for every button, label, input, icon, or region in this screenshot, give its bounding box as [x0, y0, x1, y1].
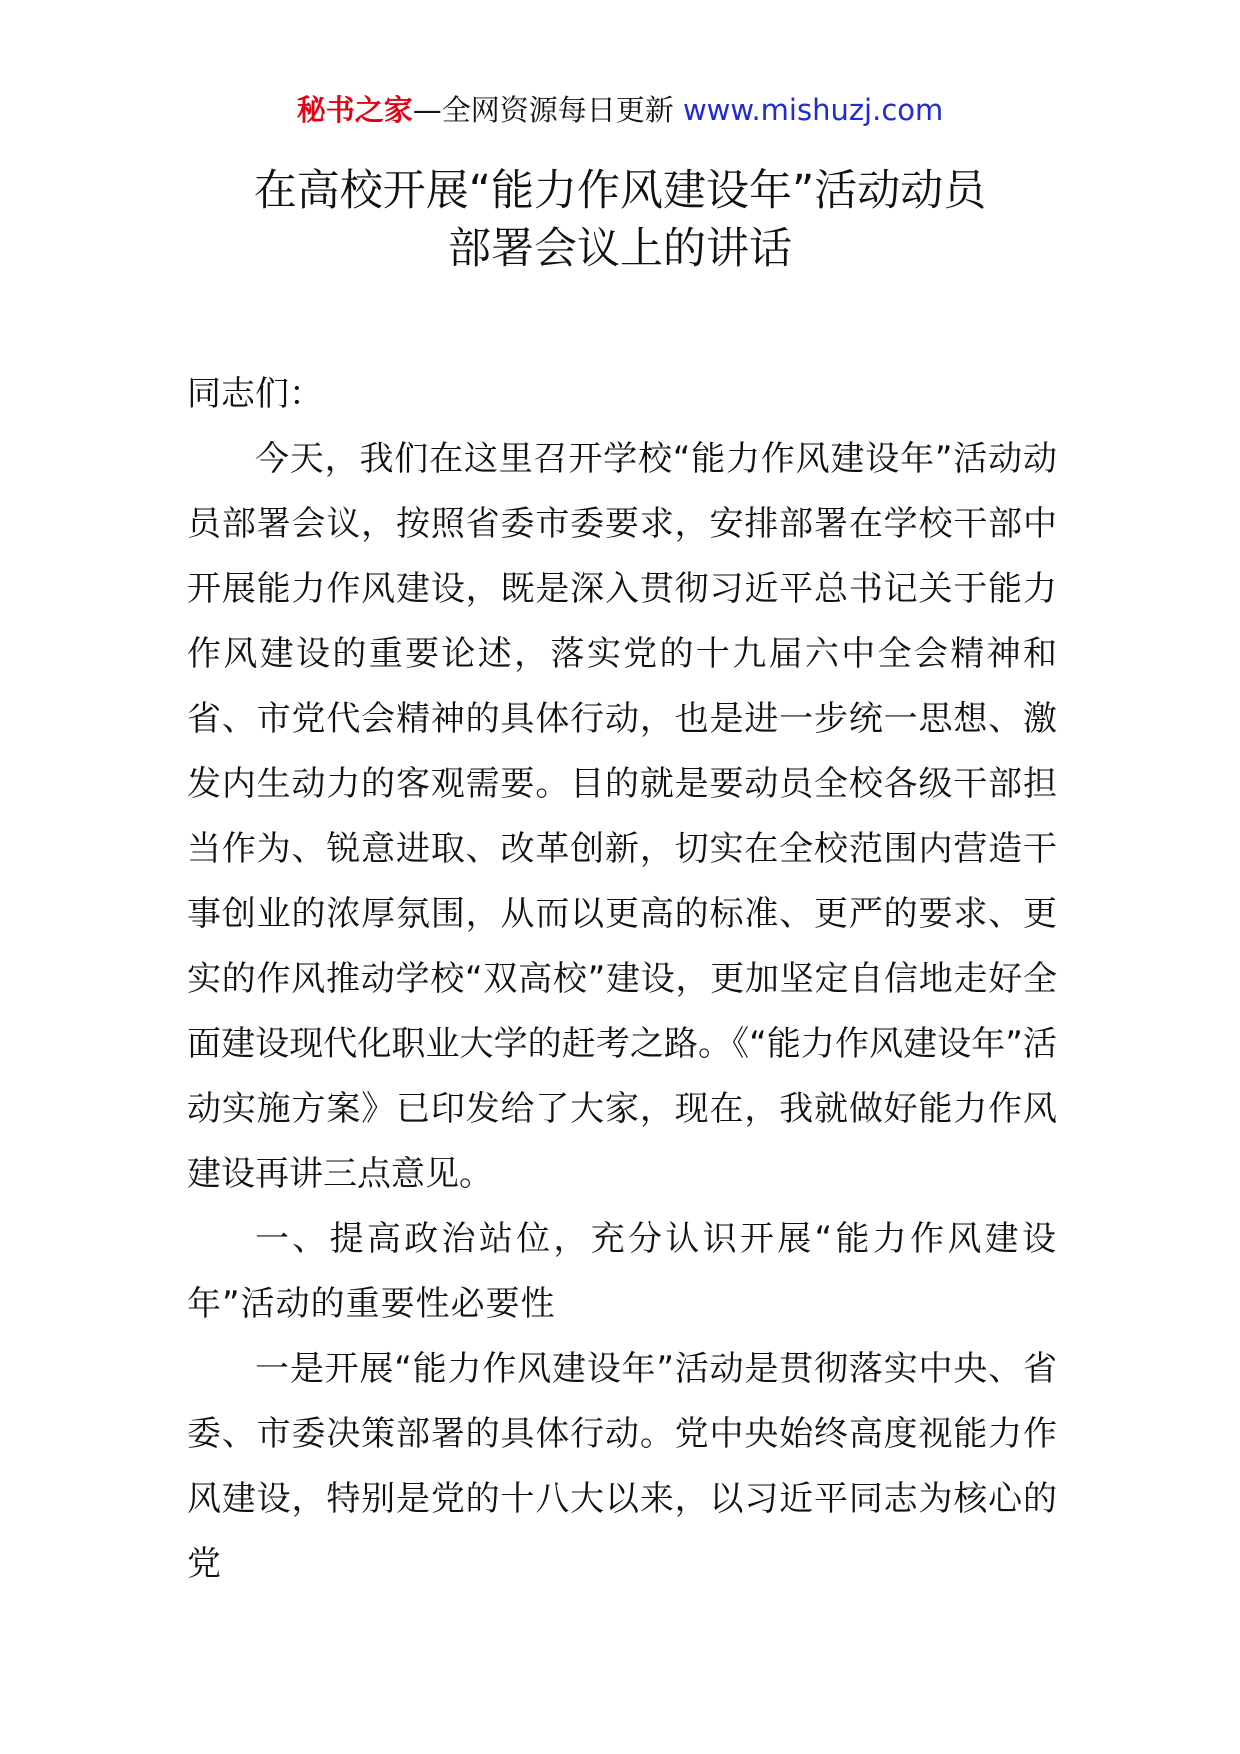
site-slogan: —全网资源每日更新: [412, 93, 674, 127]
body-paragraph-point-1: 一是开展“能力作风建设年”活动是贯彻落实中央、省委、市委决策部署的具体行动。党中央始终高度视能力作风建设，特别是党的十八大以来，以习近平同志为核心的党: [187, 1349, 1057, 1584]
document-title-line-1: 在高校开展“能力作风建设年”活动动员: [253, 166, 987, 216]
salutation: 同志们：: [187, 374, 323, 414]
document-title-line-2: 部署会议上的讲话: [448, 224, 792, 274]
section-heading-1: 一、提高政治站位，充分认识开展“能力作风建设年”活动的重要性必要性: [187, 1219, 1057, 1324]
site-header-banner: [0, 90, 1240, 130]
body-paragraph-intro: 今天，我们在这里召开学校“能力作风建设年”活动动员部署会议，按照省委市委要求，安排部署在学校干部中开展能力作风建设，既是深入贯彻习近平总书记关于能力作风建设的重要论述，落实党的十九届六中全会精神和省、市党代会精神的具体行动，也是进一步统一思想、激发内生动力的客观需要。目的就是要动员全校各级干部担当作为、锐意进取、改革创新，切实在全校范围内营造干事创业的浓厚氛围，从而以更高的标准、更严的要求、更实的作风推动学校“双高校”建设，更加坚定自信地走好全面建设现代化职业大学的赶考之路。《“能力作风建设年”活动实施方案》已印发给了大家，现在，我就做好能力作风建设再讲三点意见。: [187, 439, 1057, 1194]
document-body: [187, 362, 1057, 1597]
site-brand-name: 秘书之家: [296, 93, 413, 127]
site-url-link[interactable]: www.mishuzj.com: [682, 93, 944, 127]
document-title: [120, 162, 1120, 278]
